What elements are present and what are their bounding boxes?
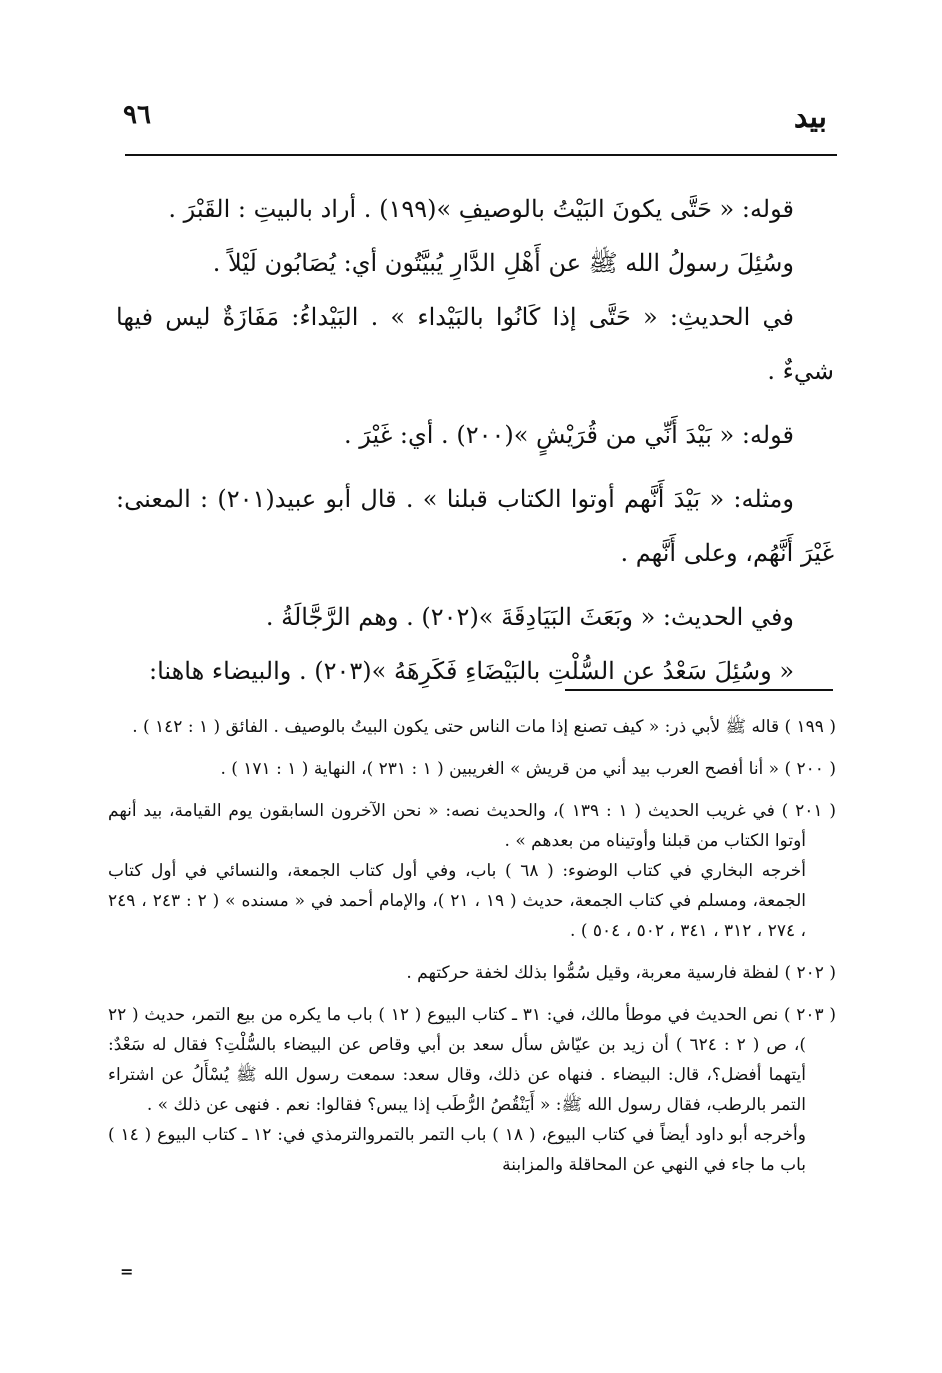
footnote-text: لفظة فارسية معربة، وقيل سُمُّوا بذلك لخفة حركتهم . xyxy=(406,963,780,983)
main-paragraph: ومثله: « بَيْدَ أَنَّهم أوتوا الكتاب قبلنا » . قال أبو عبيد(٢٠١) : المعنى: غَيْرَ أَنَّهُم، وعلى أَنَّهم . xyxy=(116,485,834,567)
footnote-text: وأخرجه أبو داود أيضاً في كتاب البيوع، ( ١٨ ) باب التمر بالتمروالترمذي في: ١٢ ـ كتاب البيوع ( ١٤ ) باب ما جاء في النهي عن المحاقلة والمزابنة xyxy=(108,1125,806,1175)
continuation-marker: = xyxy=(120,1262,134,1281)
main-paragraph: وفي الحديث: « وبَعَثَ البَيَادِقَةَ »(٢٠٢) . وهم الرَّجَّالَةُ . xyxy=(265,603,794,631)
footnote-text: أخرجه البخاري في كتاب الوضوء: ( ٦٨ ) باب، وفي أول كتاب الجمعة، والنسائي في أول كتاب الجمعة، ومسلم في كتاب الجمعة، حديث ( ١٩ ، ٢١ )، والإمام أحمد في « مسنده » ( ٢ : ٢٤٣ ، ٢٤٩ ، ٢٧٤ ، ٣١٢ ، ٣٤١ ، ٥٠٢ ، ٥٠٤ ) . xyxy=(108,861,806,941)
footnote-203 xyxy=(108,1000,836,1180)
footnote-text: نص الحديث في موطأ مالك، في: ٣١ ـ كتاب البيوع ( ١٢ ) باب ما يكره من بيع التمر، حديث ( ٢٢ )، ص ( ٢ : ٦٢٤ ) أن زيد بن عيّاش سأل سعد بن أبي وقاص عن البيضاء بالسُّلْتِ؟ فقال له سَعْدٌ: أيتهما أفضل؟، قال: البيضاء . فنهاه عن ذلك، وقال سعد: سمعت رسول الله ﷺ يُسْأَلُ عن اشتراء التمر بالرطب، فقال رسول الله ﷺ: « أَيَنْقُصُ الرُّطَب إذا يبس؟ فقالوا: نعم . فنهى عن ذلك » . xyxy=(108,1005,806,1115)
footnote-text: في غريب الحديث ( ١ : ١٣٩ )، والحديث نصه: « نحن الآخرون السابقون يوم القيامة، بيد أنهم أوتوا الكتاب من قبلنا وأوتيناه من بعدهم » . xyxy=(108,801,806,851)
footnote-number: ( ٢٠٠ ) xyxy=(784,759,836,779)
header-rule xyxy=(125,154,837,156)
footnote-199 xyxy=(108,712,836,742)
footnotes xyxy=(108,712,836,1192)
main-text xyxy=(116,182,834,698)
footnote-text: قاله ﷺ لأبي ذر: « كيف تصنع إذا مات الناس حتى يكون البيتُ بالوصيف . الفائق ( ١ : ١٤٢ ) . xyxy=(132,717,780,737)
main-paragraph: وسُئِلَ رسولُ الله ﷺ عن أَهْلِ الدَّارِ يُبيَّتُون أي: يُصَابُون لَيْلاً . xyxy=(212,249,794,277)
main-paragraph: قوله: « بَيْدَ أَنِّي من قُرَيْشٍ »(٢٠٠) . أي: غَيْرَ . xyxy=(343,421,794,449)
footnote-text: « أنا أفصح العرب بيد أني من قريش » الغريبين ( ١ : ٢٣١ )، النهاية ( ١ : ١٧١ ) . xyxy=(220,759,780,779)
main-paragraph: قوله: « حَتَّى يكونَ البَيْتُ بالوصيفِ »(١٩٩) . أراد بالبيتِ : القَبْرَ . xyxy=(168,195,794,223)
footnote-number: ( ١٩٩ ) xyxy=(784,717,836,737)
footnote-number: ( ٢٠٢ ) xyxy=(784,963,836,983)
main-paragraph: « وسُئِلَ سَعْدُ عن السُّلْتِ بالبَيْضَاءِ فَكَرِهَهُ »(٢٠٣) . والبيضاء هاهنا: xyxy=(149,657,794,685)
page-number: ٩٦ xyxy=(123,100,151,130)
footnote-separator xyxy=(565,689,833,691)
running-head-word: بيد xyxy=(793,100,827,135)
main-paragraph: في الحديثِ: « حَتَّى إذا كَانُوا بالبَيْداء » . البَيْداءُ: مَفَازَةٌ ليس فيها شيءٌ . xyxy=(116,303,834,385)
footnote-202 xyxy=(108,958,836,988)
footnote-number: ( ٢٠١ ) xyxy=(781,801,836,821)
footnote-200 xyxy=(108,754,836,784)
footnote-201 xyxy=(108,796,836,946)
footnote-number: ( ٢٠٣ ) xyxy=(783,1005,836,1025)
